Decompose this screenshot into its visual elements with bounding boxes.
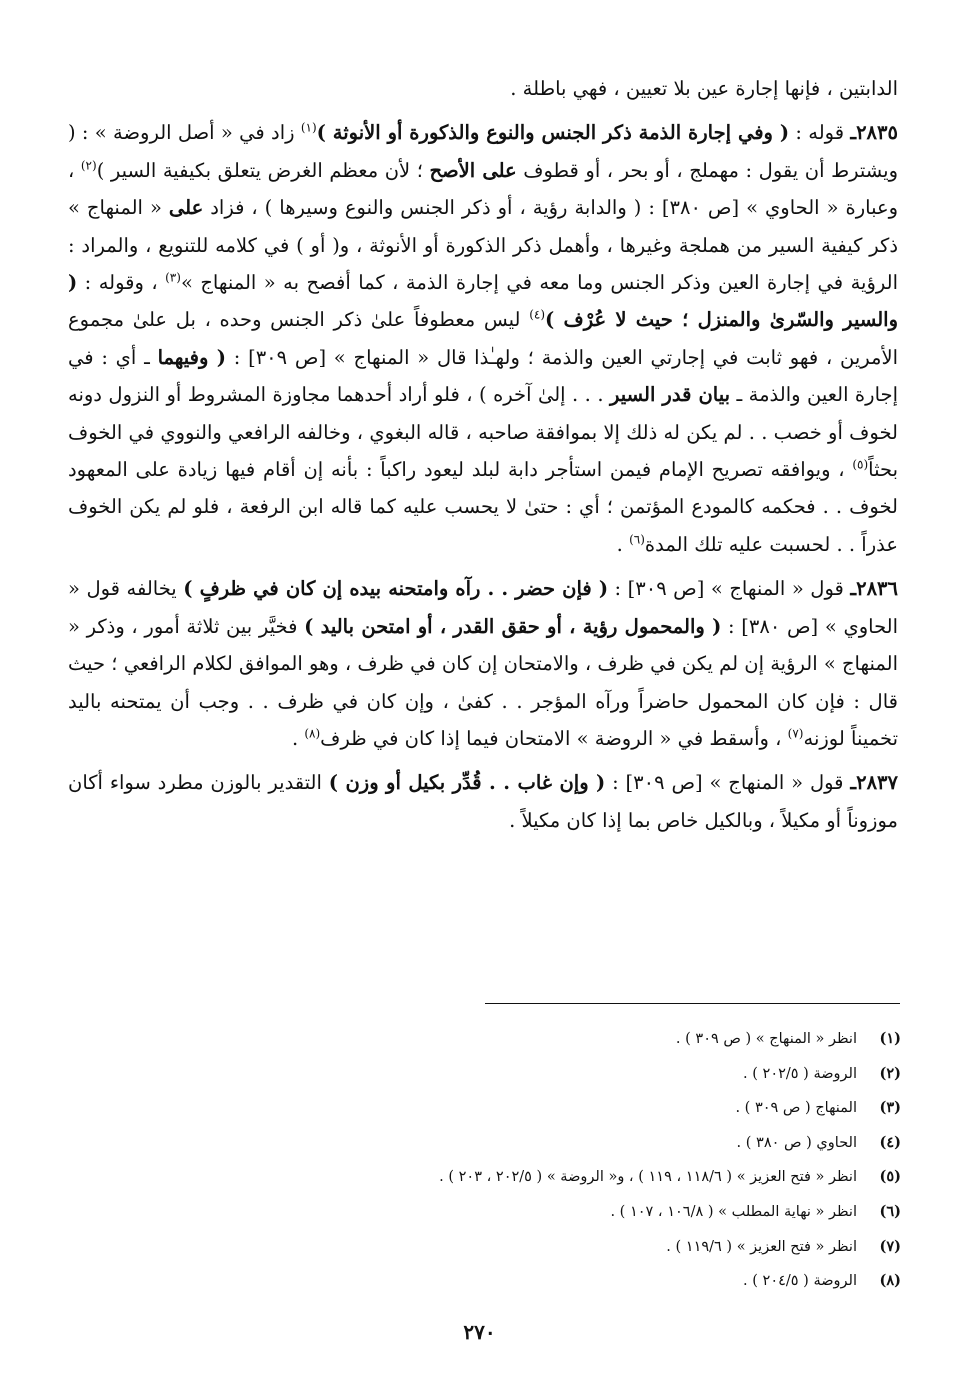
paragraph-2836: ٢٨٣٦ـ قول « المنهاج » [ص ٣٠٩] : ( فإن حضر . . رآه وامتحنه بيده إن كان في ظرفٍ ) يخالفه قول « الحاوي » [ص ٣٨٠] : ( والمحمول رؤية ، أو حقق القدر ، أو امتحن باليد ) فخيَّر بين ثلاثة أمور ، وذكر « المنهاج » الرؤية إن لم يكن في ظرف ، والامتحان إن كان في ظرف ، وهو الموافق لكلام الرافعي ؛ حيث قال : فإن كان المحمول حاضراً ورآه المؤجر . . كفىٰ ، وإن كان في ظرف . . وجب أن يمتحنه باليد تخميناً لوزنه$^{(٧)}$ ، وأسقط في « الروضة » الامتحان فيما إذا كان في ظرف$^{(٨)}$ . xyxy=(68,577,899,750)
footnote-ref: (٤) xyxy=(529,307,546,322)
footnote-separator xyxy=(485,1003,900,1004)
paragraph-continuation: الدابتين ، فإنها إجارة عين بلا تعيين ، فهي باطلة . xyxy=(510,77,898,100)
body-text xyxy=(68,70,898,839)
footnote-ref: (٦) xyxy=(629,532,645,547)
paragraph-2837: ٢٨٣٧ـ قول « المنهاج » [ص ٣٠٩] : ( وإن غاب . . قُدِّر بكيل أو وزن ) التقدير بالوزن مطرد سواء أكان موزوناً أو مكيلاً ، وبالكيل خاص بما إذا كان مكيلاً . xyxy=(68,771,898,832)
footnote-ref: (٧) xyxy=(787,726,804,741)
issue-number: ٢٨٣٧ـ xyxy=(850,771,898,795)
page-number: ٢٧٠ xyxy=(463,1320,496,1344)
footnote-item: (٧) انظر « فتح العزيز » ( ١١٩/٦ ) . xyxy=(666,1237,901,1255)
issue-number: ٢٨٣٦ـ xyxy=(850,577,898,601)
footnote-ref: (٥) xyxy=(852,457,869,472)
footnotes xyxy=(301,1022,901,1299)
footnote-ref: (٨) xyxy=(304,726,321,741)
footnote-item: (٤) الحاوي ( ص ٣٨٠ ) . xyxy=(736,1133,901,1151)
footnote-item: (٦) انظر « نهاية المطلب » ( ١٠٦/٨ ، ١٠٧ ) . xyxy=(610,1202,901,1220)
footnote-item: (٣) المنهاج ( ص ٣٠٩ ) . xyxy=(735,1099,901,1117)
paragraph-2835: ٢٨٣٥ـ قوله : ( وفي إجارة الذمة ذكر الجنس والنوع والذكورة أو الأنوثة )$^{(١)}$ زاد في « أصل الروضة » : ( ويشترط أن يقول : مهملج ، أو بحر ، أو قطوف على الأصح ؛ لأن معظم الغرض يتعلق بكيفية السير )$^{(٢)}$ ، وعبارة « الحاوي » [ص ٣٨٠] : ( والدابة رؤية ، أو ذكر الجنس والنوع وسيرها ) ، فزاد على « المنهاج » ذكر كيفية السير من هملجة وغيرها ، وأهمل ذكر الذكورة أو الأنوثة ، و( أو ) في كلامه للتنويع ، والمراد : الرؤية في إجارة العين وذكر الجنس وما معه في إجارة الذمة ، كما أفصح به « المنهاج »$^{(٣)}$ ، وقوله : ( والسير والسّرىٰ والمنزل ؛ حيث لا عُرْف )$^{(٤)}$ ليس معطوفاً علىٰ ذكر الجنس وحده ، بل علىٰ مجموع الأمرين ، فهو ثابت في إجارتي العين والذمة ؛ ولهـٰذا قال « المنهاج » [ص ٣٠٩] : ( وفيهما ـ أي : في إجارة العين والذمة ـ بيان قدر السير . . . إلىٰ آخره ) ، فلو أراد أحدهما مجاوزة المشروط أو النزول دونه لخوف أو خصب . . لم يكن له ذلك إلا بموافقة صاحبه ، قاله البغوي ، وخالفه الرافعي والنووي في الخوف بحثاً$^{(٥)}$ ، ويوافقه تصريح الإمام فيمن استأجر دابة لبلد ليعود راكباً : بأنه إن أقام فيها زيادة على المعهود لخوف . . فحكمه كالمودع المؤتمن ؛ أي : حتىٰ لا يحسب عليه كما قاله ابن الرفعة ، فلو لم يكن الخوف عذراً . . لحسبت عليه تلك المدة$^{(٦)}$ . xyxy=(68,120,899,556)
issue-number: ٢٨٣٥ـ xyxy=(850,121,898,145)
footnote-item: (٨) الروضة ( ٢٠٤/٥ ) . xyxy=(743,1272,901,1290)
footnote-ref: (٣) xyxy=(165,270,181,285)
footnote-ref: (١) xyxy=(300,120,317,135)
footnote-item: (١) انظر « المنهاج » ( ص ٣٠٩ ) . xyxy=(675,1030,901,1047)
footnote-ref: (٢) xyxy=(80,158,97,173)
footnote-item: (٥) انظر « فتح العزيز » ( ١١٨/٦ ، ١١٩ ) ، و« الروضة » ( ٢٠٢/٥ ، ٢٠٣ ) . xyxy=(439,1168,901,1186)
footnote-item: (٢) الروضة ( ٢٠٢/٥ ) . xyxy=(743,1064,901,1082)
